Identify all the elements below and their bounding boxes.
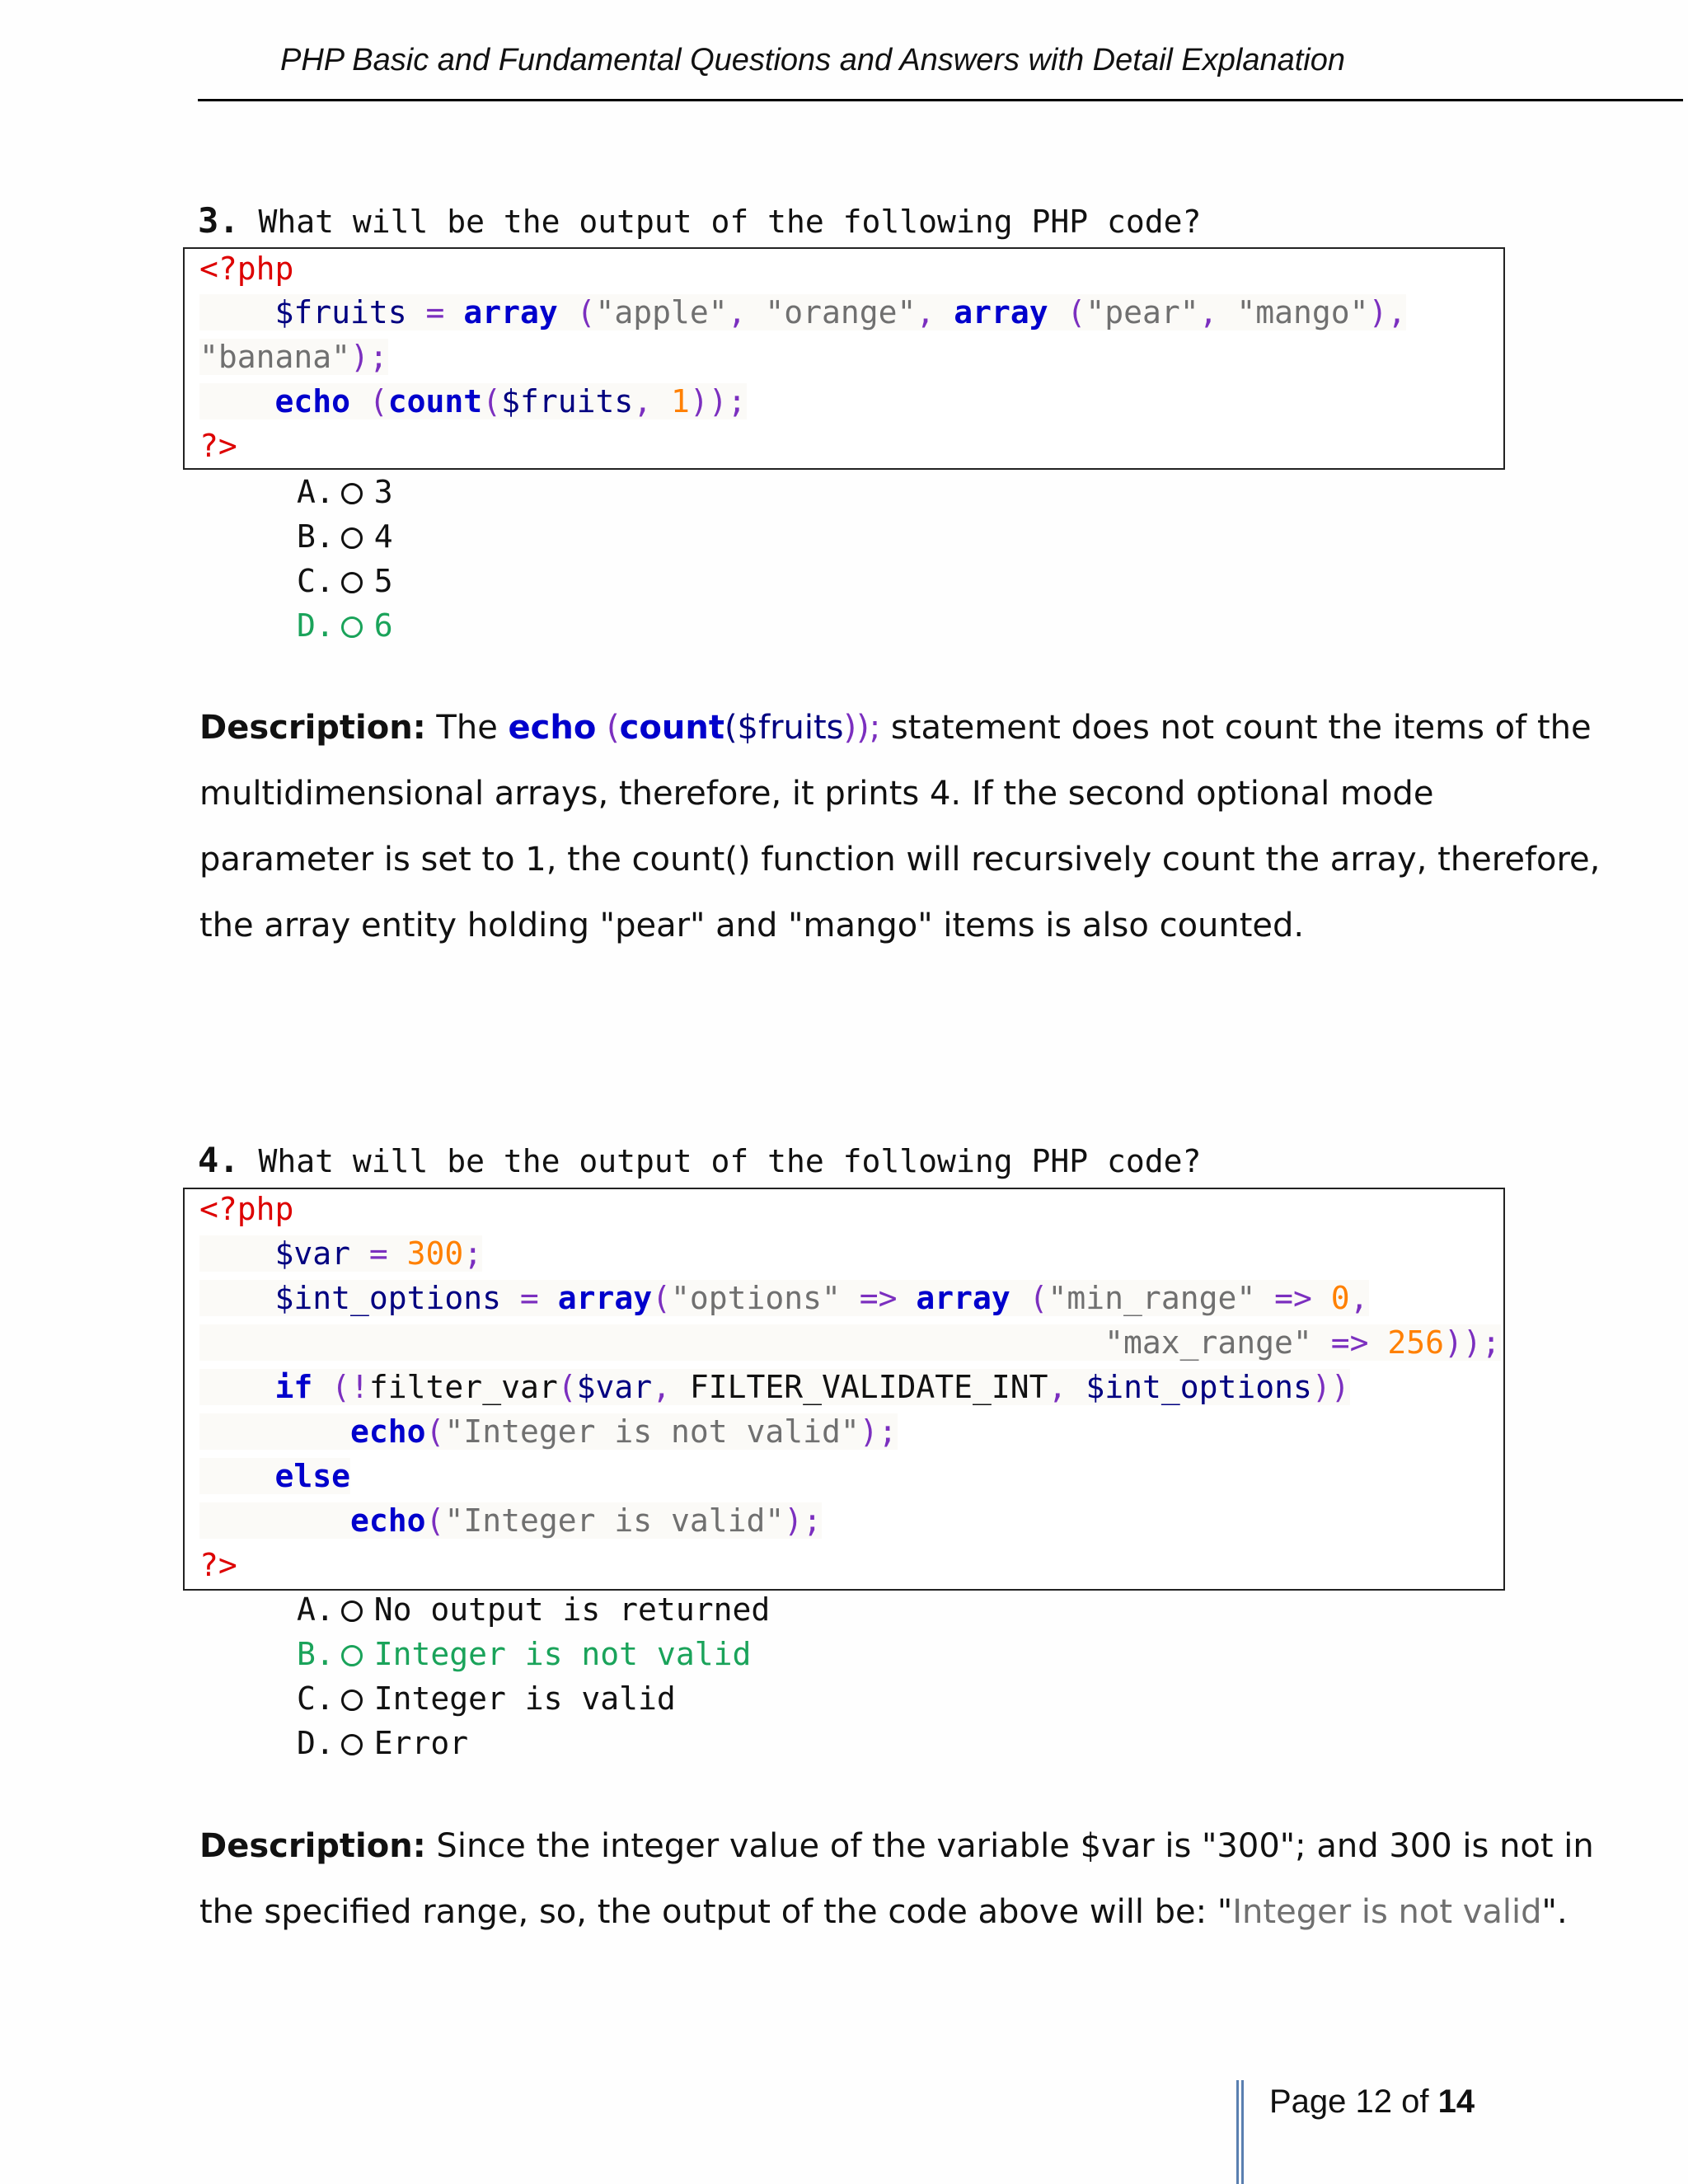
question-3-title bbox=[198, 200, 1201, 241]
code-line bbox=[199, 1280, 1369, 1316]
code-token: $fruits bbox=[501, 383, 634, 419]
description-line bbox=[199, 1879, 1594, 1945]
inline-code: ($fruits bbox=[724, 709, 844, 747]
header-rule bbox=[198, 99, 1683, 101]
code-token: 0 bbox=[1330, 1280, 1350, 1316]
code-token: , bbox=[1048, 1369, 1086, 1405]
code-token: , bbox=[916, 294, 954, 330]
code-token: "max_range" bbox=[1104, 1324, 1312, 1361]
code-token: filter_var bbox=[368, 1369, 558, 1405]
footer-rule bbox=[1236, 2080, 1239, 2184]
code-token: , bbox=[1349, 1280, 1369, 1316]
php-close-tag: ?> bbox=[199, 1547, 237, 1583]
code-token: echo bbox=[199, 383, 351, 419]
description-label: Description: bbox=[199, 709, 426, 747]
code-token: $int_options bbox=[199, 1280, 502, 1316]
inline-code: )); bbox=[843, 709, 881, 747]
option-d-correct bbox=[297, 607, 393, 644]
code-line bbox=[199, 428, 237, 464]
code-token: ( bbox=[557, 1369, 577, 1405]
code-line bbox=[199, 339, 388, 375]
radio-icon bbox=[341, 527, 363, 549]
code-token: , bbox=[633, 383, 671, 419]
code-token: "orange" bbox=[765, 294, 917, 330]
page-number-total: 14 bbox=[1437, 2083, 1475, 2120]
code-line bbox=[199, 1191, 293, 1227]
code-line bbox=[199, 1502, 822, 1539]
code-token: ( bbox=[652, 1280, 671, 1316]
code-token: => bbox=[1311, 1324, 1388, 1361]
option-letter: B. bbox=[297, 518, 335, 555]
description-line: the array entity holding "pear" and "mango" items is also counted. bbox=[199, 907, 1305, 944]
code-block-q4 bbox=[183, 1188, 1505, 1591]
code-token: 256 bbox=[1387, 1324, 1444, 1361]
option-text: Error bbox=[373, 1725, 469, 1761]
code-token: ( bbox=[1048, 294, 1086, 330]
code-token: ); bbox=[784, 1502, 823, 1539]
code-token: ); bbox=[859, 1413, 898, 1450]
inline-code: Integer is not valid bbox=[1232, 1893, 1542, 1931]
code-line bbox=[199, 1369, 1350, 1405]
code-token: 300 bbox=[406, 1235, 464, 1272]
code-token: echo bbox=[199, 1502, 426, 1539]
code-token: $int_options bbox=[1085, 1369, 1312, 1405]
option-letter: C. bbox=[297, 563, 335, 599]
option-letter: D. bbox=[297, 607, 335, 644]
code-token: , bbox=[727, 294, 766, 330]
code-token: $var bbox=[576, 1369, 653, 1405]
code-token: ( bbox=[425, 1413, 445, 1450]
question-4-title bbox=[198, 1140, 1201, 1180]
radio-icon bbox=[341, 616, 363, 638]
option-letter: B. bbox=[297, 1636, 335, 1672]
code-token: )) bbox=[1311, 1369, 1350, 1405]
code-token: if bbox=[199, 1369, 313, 1405]
option-text: 3 bbox=[373, 474, 393, 510]
code-line bbox=[199, 294, 1406, 330]
description-text: the specified range, so, the output of the code above will be: " bbox=[199, 1893, 1233, 1931]
code-token: )); bbox=[1443, 1324, 1501, 1361]
description-text: Since the integer value of the variable $var is "300"; and 300 is not in bbox=[425, 1827, 1594, 1865]
code-token: array bbox=[954, 294, 1048, 330]
code-token: ( bbox=[482, 383, 502, 419]
code-token: , bbox=[1198, 294, 1237, 330]
code-token: array bbox=[557, 1280, 653, 1316]
code-line bbox=[199, 1324, 1501, 1361]
code-token: , bbox=[652, 1369, 690, 1405]
question-text: What will be the output of the following PHP code? bbox=[239, 204, 1202, 240]
description-line: parameter is set to 1, the count() function will recursively count the array, therefore, bbox=[199, 841, 1601, 879]
question-number: 3. bbox=[198, 200, 240, 241]
code-token: "mango" bbox=[1236, 294, 1369, 330]
inline-code: count bbox=[619, 709, 724, 747]
code-line bbox=[199, 1547, 237, 1583]
php-close-tag: ?> bbox=[199, 428, 237, 464]
page-number bbox=[1269, 2083, 1475, 2121]
code-token: => bbox=[1255, 1280, 1331, 1316]
option-b-correct bbox=[297, 1636, 751, 1672]
description-line bbox=[199, 1813, 1594, 1879]
code-token: = bbox=[501, 1280, 558, 1316]
code-token: (! bbox=[312, 1369, 369, 1405]
code-token: array bbox=[463, 294, 558, 330]
code-block-q3 bbox=[183, 247, 1505, 470]
php-open-tag: <?php bbox=[199, 1191, 294, 1227]
code-token: ( bbox=[1010, 1280, 1048, 1316]
code-token: $fruits bbox=[199, 294, 407, 330]
code-token: "min_range" bbox=[1048, 1280, 1256, 1316]
code-token: = bbox=[350, 1235, 407, 1272]
option-text: No output is returned bbox=[373, 1591, 771, 1628]
code-token: count bbox=[387, 383, 483, 419]
code-line bbox=[199, 383, 747, 419]
code-line bbox=[199, 1235, 482, 1272]
option-text: 5 bbox=[373, 563, 393, 599]
running-header-title: PHP Basic and Fundamental Questions and Answers with Detail Explanation bbox=[280, 43, 1345, 77]
page-number-prefix: Page 12 of bbox=[1269, 2083, 1438, 2120]
code-token: ), bbox=[1368, 294, 1407, 330]
radio-icon bbox=[341, 1690, 363, 1711]
option-text: Integer is valid bbox=[373, 1680, 676, 1717]
code-token: ; bbox=[463, 1235, 483, 1272]
option-text: 6 bbox=[373, 607, 393, 644]
code-token: = bbox=[406, 294, 464, 330]
code-line bbox=[199, 1413, 898, 1450]
code-token: "banana" bbox=[199, 339, 351, 375]
radio-icon bbox=[341, 483, 363, 504]
code-token: => bbox=[840, 1280, 917, 1316]
code-token: "options" bbox=[670, 1280, 841, 1316]
description-line bbox=[199, 695, 1600, 761]
option-letter: A. bbox=[297, 474, 335, 510]
code-token: )); bbox=[689, 383, 747, 419]
description-q3 bbox=[199, 695, 1600, 958]
option-a bbox=[297, 474, 393, 510]
code-indent bbox=[199, 1324, 1104, 1361]
option-b bbox=[297, 518, 393, 555]
code-token: array bbox=[916, 1280, 1010, 1316]
code-token: ( bbox=[557, 294, 596, 330]
code-token: ); bbox=[350, 339, 388, 375]
footer-rule bbox=[1241, 2080, 1244, 2184]
radio-icon bbox=[341, 1734, 363, 1755]
inline-code: echo bbox=[508, 709, 597, 747]
question-number: 4. bbox=[198, 1140, 240, 1180]
code-line bbox=[199, 1458, 350, 1494]
code-token: FILTER_VALIDATE_INT bbox=[689, 1369, 1048, 1405]
code-token: "Integer is valid" bbox=[444, 1502, 785, 1539]
radio-icon bbox=[341, 1645, 363, 1666]
description-line: multidimensional arrays, therefore, it prints 4. If the second optional mode bbox=[199, 775, 1434, 813]
description-text: The bbox=[425, 709, 509, 747]
option-letter: D. bbox=[297, 1725, 335, 1761]
inline-code: ( bbox=[596, 709, 620, 747]
code-token: 1 bbox=[671, 383, 690, 419]
option-d bbox=[297, 1725, 468, 1761]
option-c bbox=[297, 1680, 676, 1717]
description-text: statement does not count the items of the bbox=[880, 709, 1592, 747]
radio-icon bbox=[341, 572, 363, 593]
code-token: else bbox=[199, 1458, 351, 1494]
code-line bbox=[199, 251, 293, 287]
option-a bbox=[297, 1591, 770, 1628]
code-token: ( bbox=[425, 1502, 445, 1539]
option-c bbox=[297, 563, 393, 599]
php-open-tag: <?php bbox=[199, 251, 294, 287]
code-token: "pear" bbox=[1085, 294, 1199, 330]
radio-icon bbox=[341, 1601, 363, 1622]
code-token: "Integer is not valid" bbox=[444, 1413, 860, 1450]
code-token: $var bbox=[199, 1235, 351, 1272]
code-token: "apple" bbox=[595, 294, 728, 330]
description-label: Description: bbox=[199, 1827, 426, 1865]
code-token: ( bbox=[350, 383, 388, 419]
description-q4 bbox=[199, 1813, 1594, 1945]
option-text: Integer is not valid bbox=[373, 1636, 752, 1672]
option-text: 4 bbox=[373, 518, 393, 555]
option-letter: C. bbox=[297, 1680, 335, 1717]
option-letter: A. bbox=[297, 1591, 335, 1628]
description-text: ". bbox=[1541, 1893, 1568, 1931]
question-text: What will be the output of the following PHP code? bbox=[239, 1143, 1202, 1179]
code-token: echo bbox=[199, 1413, 426, 1450]
